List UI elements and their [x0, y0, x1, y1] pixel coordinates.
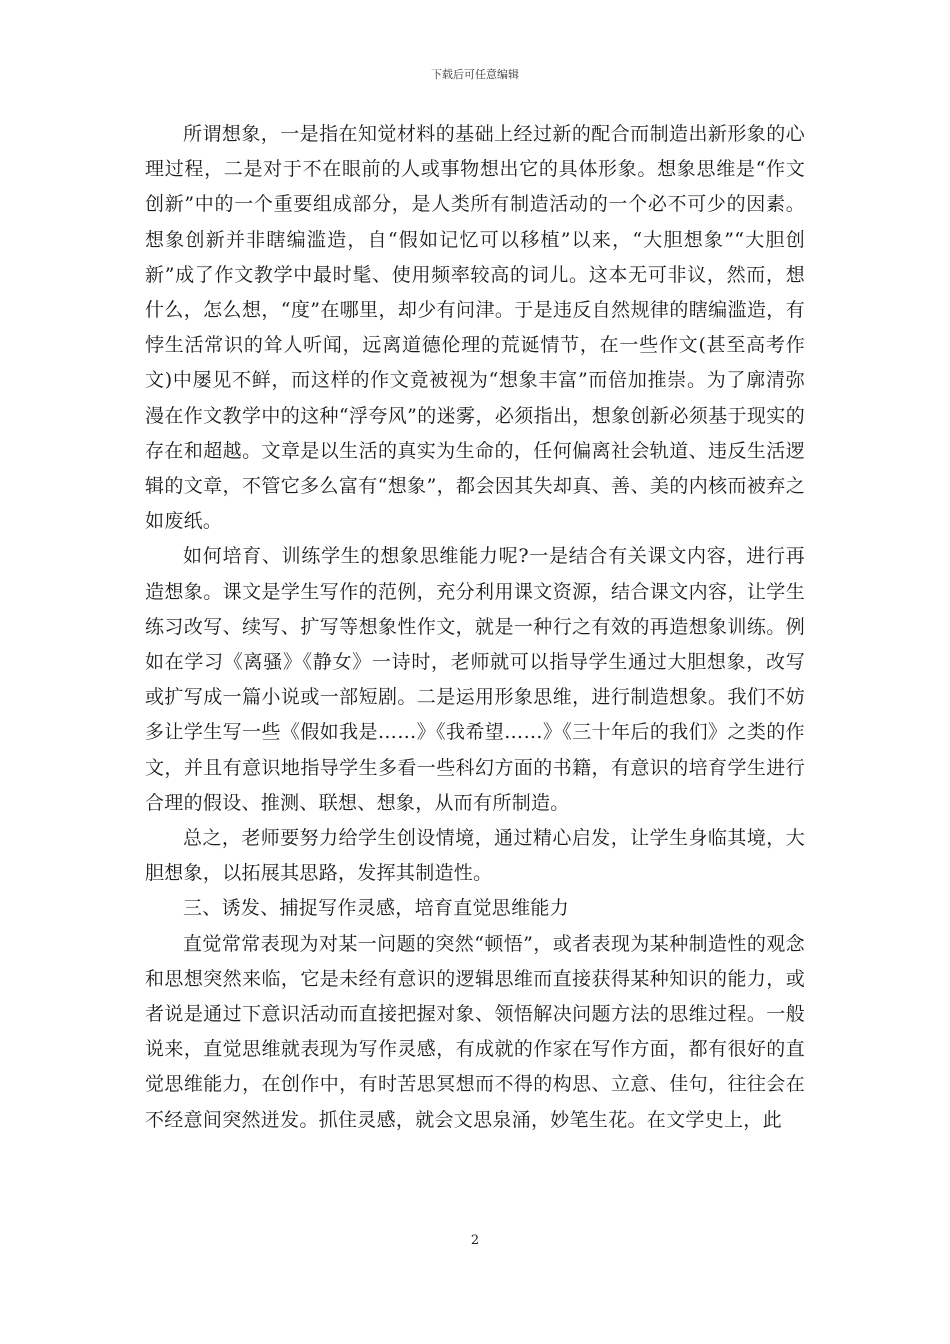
page-header: 下载后可任意编辑: [431, 68, 519, 81]
document-body: [145, 117, 805, 1138]
section-heading-intuition: 三、诱发、捕捉写作灵感，培育直觉思维能力: [183, 897, 570, 920]
paragraph-intuition: 直觉常常表现为对某一问题的突然“顿悟”，或者表现为某种制造性的观念和思想突然来临，它是未经有意识的逻辑思维而直接获得某种知识的能力，或者说是通过下意识活动而直接把握对象、领悟解决问题方法的思维过程。一般说来，直觉思维就表现为写作灵感，有成就的作家在写作方面，都有很好的直觉思维能力，在创作中，有时苦思冥想而不得的构思、立意、佳句，往往会在不经意间突然迸发。抓住灵感，就会文思泉涌，妙笔生花。在文学史上，此: [145, 932, 805, 1131]
paragraph-imagination-definition: 所谓想象，一是指在知觉材料的基础上经过新的配合而制造出新形象的心理过程，二是对于不在眼前的人或事物想出它的具体形象。想象思维是“作文创新”中的一个重要组成部分，是人类所有制造活动的一个必不可少的因素。想象创新并非瞎编滥造，自“假如记忆可以移植”以来，“大胆想象”“大胆创新”成了作文教学中最时髦、使用频率较高的词儿。这本无可非议，然而，想什么，怎么想，“度”在哪里，却少有问津。于是违反自然规律的瞎编滥造，有悖生活常识的耸人听闻，远离道德伦理的荒诞情节，在一些作文(甚至高考作文)中屡见不鲜，而这样的作文竟被视为“想象丰富”而倍加推崇。为了廓清弥漫在作文教学中的这种“浮夸风”的迷雾，必须指出，想象创新必须基于现实的存在和超越。文章是以生活的真实为生命的，任何偏离社会轨道、违反生活逻辑的文章，不管它多么富有“想象”，都会因其失却真、善、美的内核而被弃之如废纸。: [145, 123, 805, 533]
paragraph-training-methods: 如何培育、训练学生的想象思维能力呢?一是结合有关课文内容，进行再造想象。课文是学生写作的范例，充分利用课文资源，结合课文内容，让学生练习改写、续写、扩写等想象性作文，就是一种行之有效的再造想象训练。例如在学习《离骚》《静女》一诗时，老师就可以指导学生通过大胆想象，改写或扩写成一篇小说或一部短剧。二是运用形象思维，进行制造想象。我们不妨多让学生写一些《假如我是……》《我希望……》《三十年后的我们》之类的作文，并且有意识地指导学生多看一些科幻方面的书籍，有意识的培育学生进行合理的假设、推测、联想、想象，从而有所制造。: [145, 545, 805, 814]
page-number: 2: [470, 1233, 480, 1248]
paragraph-summary: 总之，老师要努力给学生创设情境，通过精心启发，让学生身临其境，大胆想象，以拓展其思路，发挥其制造性。: [145, 827, 805, 885]
